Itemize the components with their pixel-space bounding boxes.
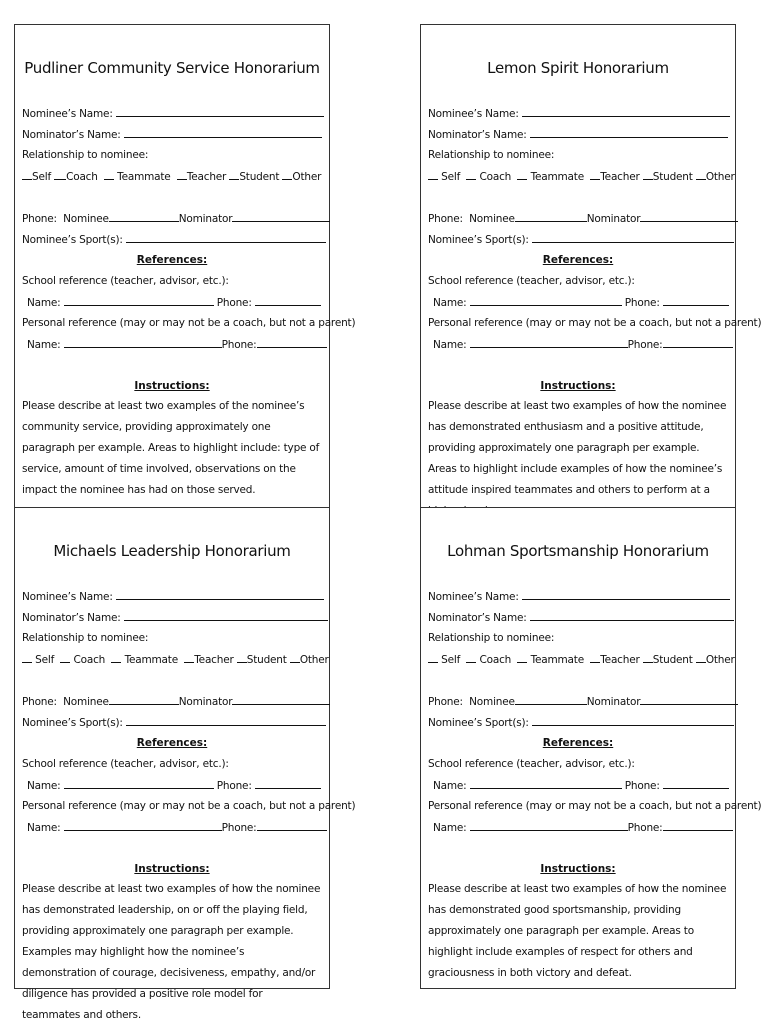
card-title: Lemon Spirit Honorarium [487,59,669,77]
instructions-text: Please describe at least two examples of the nominee’s community service, providing approximately one paragraph per example. Areas to highlight include: type of service, amount of time involved, observations on the impact the nominee has had on those served. [22,400,320,496]
phone-field[interactable]: Phone: Nominee Nominator [428,211,738,226]
relationship-options[interactable]: Self Coach Teammate Teacher Student Other [22,169,321,184]
school-reference-label: School reference (teacher, advisor, etc.): [428,758,635,770]
phone-field[interactable]: Phone: Nominee Nominator [22,694,330,709]
school-reference-label: School reference (teacher, advisor, etc.): [428,275,635,287]
nominee-name-field[interactable]: Nominee’s Name: [22,106,324,121]
school-reference-field[interactable]: Name: Phone: [27,295,321,310]
nominee-name-field[interactable]: Nominee’s Name: [428,106,730,121]
school-reference-label: School reference (teacher, advisor, etc.): [22,758,229,770]
school-reference-field[interactable]: Name: Phone: [433,778,729,793]
personal-reference-label: Personal reference (may or may not be a coach, but not a parent) [22,800,356,812]
honorarium-card-pudliner [14,24,356,508]
personal-reference-label: Personal reference (may or may not be a coach, but not a parent) [22,317,356,329]
instructions-heading: Instructions: [540,863,616,875]
personal-reference-field[interactable]: Name: Phone: [27,337,327,352]
instructions-heading: Instructions: [134,380,210,392]
personal-reference-field[interactable]: Name: Phone: [27,820,327,835]
school-reference-field[interactable]: Name: Phone: [433,295,729,310]
references-heading: References: [136,737,208,749]
sports-field[interactable]: Nominee’s Sport(s): [428,232,734,247]
personal-reference-field[interactable]: Name: Phone: [433,820,733,835]
nominator-name-field[interactable]: Nominator’s Name: [22,610,328,625]
instructions-text: Please describe at least two examples of how the nominee has demonstrated good sportsmanship, providing approximately one paragraph per example. Areas to highlight include examples of respect for others and graciousness in both victory and defeat. [428,883,727,979]
school-reference-field[interactable]: Name: Phone: [27,778,321,793]
sports-field[interactable]: Nominee’s Sport(s): [22,232,326,247]
relationship-options[interactable]: Self Coach Teammate Teacher Student Other [428,169,735,184]
references-heading: References: [136,254,208,266]
nominator-name-field[interactable]: Nominator’s Name: [428,610,734,625]
card-title: Pudliner Community Service Honorarium [24,59,320,77]
nominee-name-field[interactable]: Nominee’s Name: [428,589,730,604]
honorarium-card-lohman [420,507,762,989]
relationship-label: Relationship to nominee: [22,632,149,644]
relationship-label: Relationship to nominee: [22,149,149,161]
references-heading: References: [542,254,614,266]
school-reference-label: School reference (teacher, advisor, etc.): [22,275,229,287]
relationship-label: Relationship to nominee: [428,149,555,161]
instructions-heading: Instructions: [134,863,210,875]
sports-field[interactable]: Nominee’s Sport(s): [22,715,326,730]
nominator-name-field[interactable]: Nominator’s Name: [428,127,728,142]
honorarium-card-michaels [14,507,356,1021]
relationship-options[interactable]: Self Coach Teammate Teacher Student Other [22,652,329,667]
sports-field[interactable]: Nominee’s Sport(s): [428,715,734,730]
honorarium-card-lemon [420,24,762,508]
instructions-heading: Instructions: [540,380,616,392]
instructions-text: Please describe at least two examples of how the nominee has demonstrated enthusiasm and a positive attitude, providing approximately one paragraph per example. Areas to highlight include examples of how the nominee’s attitude inspired teammates and others to perform at a [428,400,727,496]
references-heading: References: [542,737,614,749]
phone-field[interactable]: Phone: Nominee Nominator [22,211,330,226]
instructions-text: Please describe at least two examples of how the nominee has demonstrated leadership, on or off the playing field, providing approximately one paragraph per example. Examples may highlight how the nominee’s demonstration of courage, decisiveness, empathy, and/or diligence has provided a positive role model for teammates and others. [22,883,321,1021]
nominator-name-field[interactable]: Nominator’s Name: [22,127,322,142]
personal-reference-field[interactable]: Name: Phone: [433,337,733,352]
relationship-label: Relationship to nominee: [428,632,555,644]
personal-reference-label: Personal reference (may or may not be a coach, but not a parent) [428,317,762,329]
card-title: Lohman Sportsmanship Honorarium [447,542,709,560]
phone-field[interactable]: Phone: Nominee Nominator [428,694,738,709]
relationship-options[interactable]: Self Coach Teammate Teacher Student Other [428,652,735,667]
card-title: Michaels Leadership Honorarium [53,542,291,560]
nominee-name-field[interactable]: Nominee’s Name: [22,589,324,604]
personal-reference-label: Personal reference (may or may not be a coach, but not a parent) [428,800,762,812]
